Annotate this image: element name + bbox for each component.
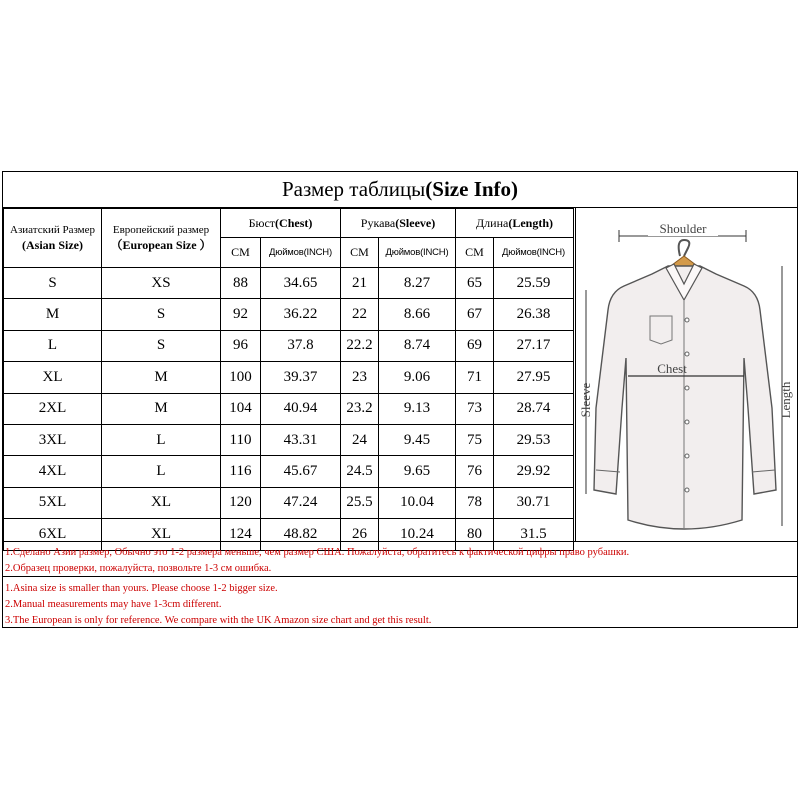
cell-asian: L — [4, 330, 102, 361]
cell-length-cm: 71 — [456, 362, 494, 393]
length-label: Length — [778, 381, 793, 419]
cell-asian: 5XL — [4, 487, 102, 518]
unit-cm: CM — [456, 238, 494, 268]
cell-length-in: 28.74 — [494, 393, 574, 424]
table-row — [4, 424, 574, 455]
cell-chest-in: 36.22 — [261, 299, 341, 330]
unit-cm: CM — [221, 238, 261, 268]
cell-length-cm: 73 — [456, 393, 494, 424]
cell-chest-cm: 124 — [221, 519, 261, 550]
cell-sleeve-cm: 24 — [341, 424, 379, 455]
cell-chest-in: 47.24 — [261, 487, 341, 518]
cell-sleeve-in: 10.24 — [379, 519, 456, 550]
cell-length-cm: 67 — [456, 299, 494, 330]
cell-chest-cm: 92 — [221, 299, 261, 330]
cell-sleeve-in: 9.65 — [379, 456, 456, 487]
cell-euro: M — [102, 393, 221, 424]
cell-euro: S — [102, 330, 221, 361]
shirt-diagram — [575, 208, 797, 541]
cell-length-in: 27.17 — [494, 330, 574, 361]
cell-chest-cm: 88 — [221, 268, 261, 299]
cell-length-in: 25.59 — [494, 268, 574, 299]
note-en-2: 2.Manual measurements may have 1-3cm different. — [5, 599, 222, 610]
header-chest: Бюст(Chest) — [221, 209, 341, 238]
notes-english — [3, 577, 797, 629]
cell-sleeve-in: 10.04 — [379, 487, 456, 518]
cell-chest-cm: 96 — [221, 330, 261, 361]
cell-asian: 6XL — [4, 519, 102, 550]
sleeve-label: Sleeve — [578, 382, 593, 418]
cell-euro: L — [102, 456, 221, 487]
cell-sleeve-cm: 23 — [341, 362, 379, 393]
cell-euro: S — [102, 299, 221, 330]
table-row — [4, 330, 574, 361]
cell-length-in: 29.92 — [494, 456, 574, 487]
cell-asian: XL — [4, 362, 102, 393]
shirt-illustration — [576, 208, 796, 541]
unit-inch: Дюймов(INCH) — [261, 238, 341, 268]
table-row — [4, 362, 574, 393]
cell-chest-cm: 104 — [221, 393, 261, 424]
unit-cm: CM — [341, 238, 379, 268]
cell-euro: XL — [102, 487, 221, 518]
note-ru-1: 1.Сделано Азии размер, Обычно это 1-2 размера меньше, чем размер США. Пожалуйста, обратитесь к фактической цифры право рубашки. — [5, 547, 630, 558]
cell-sleeve-in: 9.13 — [379, 393, 456, 424]
header-european-size: Европейский размер （European Size ） — [102, 209, 221, 268]
cell-euro: L — [102, 424, 221, 455]
cell-sleeve-cm: 22 — [341, 299, 379, 330]
cell-chest-in: 39.37 — [261, 362, 341, 393]
cell-chest-in: 48.82 — [261, 519, 341, 550]
table-row — [4, 393, 574, 424]
cell-sleeve-cm: 22.2 — [341, 330, 379, 361]
table-row — [4, 456, 574, 487]
chest-label: Chest — [657, 361, 687, 376]
cell-sleeve-in: 9.06 — [379, 362, 456, 393]
cell-length-cm: 80 — [456, 519, 494, 550]
title-ru: Размер таблицы — [281, 177, 426, 201]
cell-sleeve-cm: 24.5 — [341, 456, 379, 487]
cell-length-cm: 65 — [456, 268, 494, 299]
cell-length-in: 26.38 — [494, 299, 574, 330]
cell-sleeve-cm: 25.5 — [341, 487, 379, 518]
shoulder-label: Shoulder — [659, 221, 707, 236]
cell-length-in: 29.53 — [494, 424, 574, 455]
cell-euro: XL — [102, 519, 221, 550]
size-chart-frame — [2, 171, 798, 628]
cell-length-in: 31.5 — [494, 519, 574, 550]
cell-sleeve-cm: 26 — [341, 519, 379, 550]
cell-asian: 4XL — [4, 456, 102, 487]
cell-asian: 2XL — [4, 393, 102, 424]
header-length: Длина(Length) — [456, 209, 574, 238]
cell-sleeve-cm: 21 — [341, 268, 379, 299]
cell-chest-in: 37.8 — [261, 330, 341, 361]
cell-asian: M — [4, 299, 102, 330]
cell-length-cm: 75 — [456, 424, 494, 455]
cell-asian: 3XL — [4, 424, 102, 455]
cell-sleeve-in: 8.74 — [379, 330, 456, 361]
title-en: (Size Info) — [425, 177, 519, 201]
cell-chest-in: 40.94 — [261, 393, 341, 424]
cell-sleeve-in: 8.66 — [379, 299, 456, 330]
chart-title — [3, 172, 797, 208]
cell-chest-cm: 120 — [221, 487, 261, 518]
cell-length-cm: 76 — [456, 456, 494, 487]
unit-inch: Дюймов(INCH) — [494, 238, 574, 268]
header-asian-size: Азиатский Размер (Asian Size) — [4, 209, 102, 268]
note-ru-2: 2.Образец проверки, пожалуйста, позвольте 1-3 см ошибка. — [5, 563, 272, 574]
notes-russian — [3, 541, 797, 577]
cell-length-cm: 69 — [456, 330, 494, 361]
cell-length-in: 30.71 — [494, 487, 574, 518]
cell-sleeve-in: 9.45 — [379, 424, 456, 455]
cell-sleeve-in: 8.27 — [379, 268, 456, 299]
cell-euro: M — [102, 362, 221, 393]
cell-sleeve-cm: 23.2 — [341, 393, 379, 424]
cell-chest-in: 43.31 — [261, 424, 341, 455]
cell-chest-cm: 110 — [221, 424, 261, 455]
table-row — [4, 299, 574, 330]
table-row — [4, 268, 574, 299]
cell-length-cm: 78 — [456, 487, 494, 518]
note-en-3: 3.The European is only for reference. We compare with the UK Amazon size chart and get this result. — [5, 615, 432, 626]
cell-chest-cm: 100 — [221, 362, 261, 393]
table-row — [4, 487, 574, 518]
size-table — [3, 208, 574, 551]
hanger-hook-icon — [679, 240, 690, 256]
cell-asian: S — [4, 268, 102, 299]
cell-length-in: 27.95 — [494, 362, 574, 393]
cell-chest-in: 34.65 — [261, 268, 341, 299]
cell-chest-cm: 116 — [221, 456, 261, 487]
cell-euro: XS — [102, 268, 221, 299]
cell-chest-in: 45.67 — [261, 456, 341, 487]
unit-inch: Дюймов(INCH) — [379, 238, 456, 268]
header-sleeve: Рукава(Sleeve) — [341, 209, 456, 238]
note-en-1: 1.Asina size is smaller than yours. Please choose 1-2 bigger size. — [5, 583, 278, 594]
